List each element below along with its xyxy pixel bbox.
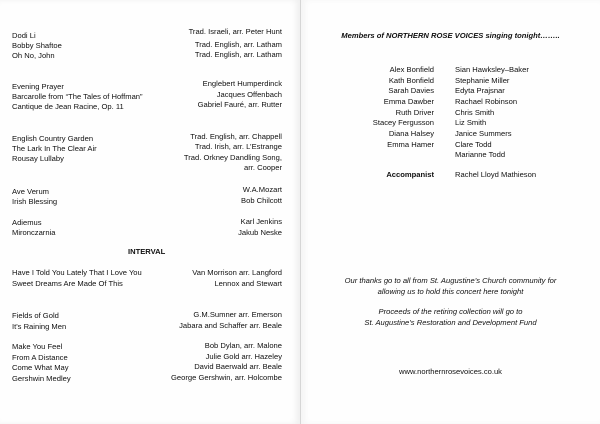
song-credit: arr. Cooper bbox=[244, 163, 282, 172]
thanks-line: Our thanks go to all from St. Augustine’s Church community for bbox=[344, 276, 557, 285]
song-title: Make You Feel bbox=[12, 342, 63, 351]
accompanist-name: Rachel Lloyd Mathieson bbox=[455, 170, 537, 179]
song-credit: Trad. Israeli, arr. Peter Hunt bbox=[188, 27, 282, 36]
website-link[interactable]: www.northernrosevoices.co.uk bbox=[399, 367, 502, 376]
member-name: Stephanie Miller bbox=[455, 76, 510, 85]
programme-right-page bbox=[301, 0, 600, 424]
thanks-line: allowing us to hold this concert here tonight bbox=[377, 287, 524, 296]
song-credit: W.A.Mozart bbox=[242, 185, 282, 194]
members-heading: Members of NORTHERN ROSE VOICES singing tonight…….. bbox=[341, 31, 560, 40]
song-title: Barcarolle from “The Tales of Hoffman” bbox=[12, 92, 143, 101]
member-name: Ruth Driver bbox=[395, 108, 434, 117]
song-credit: George Gershwin, arr. Holcombe bbox=[171, 373, 282, 382]
song-title: Ave Verum bbox=[12, 187, 50, 196]
member-name: Alex Bonfield bbox=[389, 65, 434, 74]
song-credit: Bob Chilcott bbox=[241, 196, 282, 205]
song-title: Rousay Lullaby bbox=[12, 154, 64, 163]
song-credit: Jacques Offenbach bbox=[216, 90, 282, 99]
member-name: Stacey Fergusson bbox=[372, 118, 434, 127]
song-credit: Julie Gold arr. Hazeley bbox=[205, 352, 282, 361]
song-title: Irish Blessing bbox=[12, 197, 58, 206]
song-title: Come What May bbox=[12, 363, 69, 372]
song-title: English Country Garden bbox=[12, 134, 94, 143]
song-title: The Lark In The Clear Air bbox=[12, 144, 97, 153]
song-credit: Trad. English, arr. Latham bbox=[194, 50, 282, 59]
song-title: Sweet Dreams Are Made Of This bbox=[12, 279, 123, 288]
thanks-line: Proceeds of the retiring collection will go to bbox=[378, 307, 523, 316]
member-name: Edyta Prajsnar bbox=[455, 86, 505, 95]
song-credit: Jabara and Schaffer arr. Beale bbox=[179, 321, 282, 330]
member-name: Liz Smith bbox=[455, 118, 487, 127]
member-name: Sian Hawksley–Baker bbox=[455, 65, 529, 74]
member-name: Kath Bonfield bbox=[388, 76, 434, 85]
song-credit: Gabriel Fauré, arr. Rutter bbox=[197, 100, 282, 109]
interval-heading: INTERVAL bbox=[128, 247, 166, 256]
song-credit: Bob Dylan, arr. Malone bbox=[204, 341, 282, 350]
member-name: Diana Halsey bbox=[388, 129, 434, 138]
accompanist-label: Accompanist bbox=[386, 170, 434, 179]
song-credit: David Baerwald arr. Beale bbox=[194, 362, 282, 371]
song-title: Gershwin Medley bbox=[12, 374, 71, 383]
song-credit: Karl Jenkins bbox=[240, 217, 282, 226]
song-credit: Trad. Irish, arr. L’Estrange bbox=[194, 142, 282, 151]
member-name: Rachael Robinson bbox=[455, 97, 518, 106]
song-title: Oh No, John bbox=[12, 51, 55, 60]
song-title: Have I Told You Lately That I Love You bbox=[12, 268, 142, 277]
member-name: Marianne Todd bbox=[455, 150, 506, 159]
song-title: Mironczarnia bbox=[12, 228, 56, 237]
song-title: From A Distance bbox=[12, 353, 68, 362]
song-credit: Lennox and Stewart bbox=[214, 279, 282, 288]
song-credit: Trad. Orkney Dandling Song, bbox=[183, 153, 282, 162]
song-title: Bobby Shaftoe bbox=[12, 41, 62, 50]
member-name: Janice Summers bbox=[455, 129, 512, 138]
song-title: Fields of Gold bbox=[12, 311, 59, 320]
song-title: Evening Prayer bbox=[12, 82, 64, 91]
song-credit: Trad. English, arr. Latham bbox=[194, 40, 282, 49]
member-name: Sarah Davies bbox=[388, 86, 434, 95]
song-credit: G.M.Sumner arr. Emerson bbox=[193, 310, 282, 319]
song-title: Adiemus bbox=[12, 218, 42, 227]
song-credit: Van Morrison arr. Langford bbox=[192, 268, 282, 277]
song-credit: Jakub Neske bbox=[238, 228, 282, 237]
song-title: Cantique de Jean Racine, Op. 11 bbox=[12, 102, 124, 111]
member-name: Emma Dawber bbox=[383, 97, 434, 106]
member-name: Chris Smith bbox=[455, 108, 495, 117]
member-name: Emma Hamer bbox=[387, 140, 434, 149]
song-title: It's Raining Men bbox=[12, 322, 67, 331]
song-credit: Trad. English, arr. Chappell bbox=[190, 132, 282, 141]
thanks-line: St. Augustine’s Restoration and Development Fund bbox=[364, 318, 537, 327]
song-credit: Englebert Humperdinck bbox=[202, 79, 282, 88]
song-title: Dodi Li bbox=[12, 31, 36, 40]
member-name: Clare Todd bbox=[455, 140, 492, 149]
